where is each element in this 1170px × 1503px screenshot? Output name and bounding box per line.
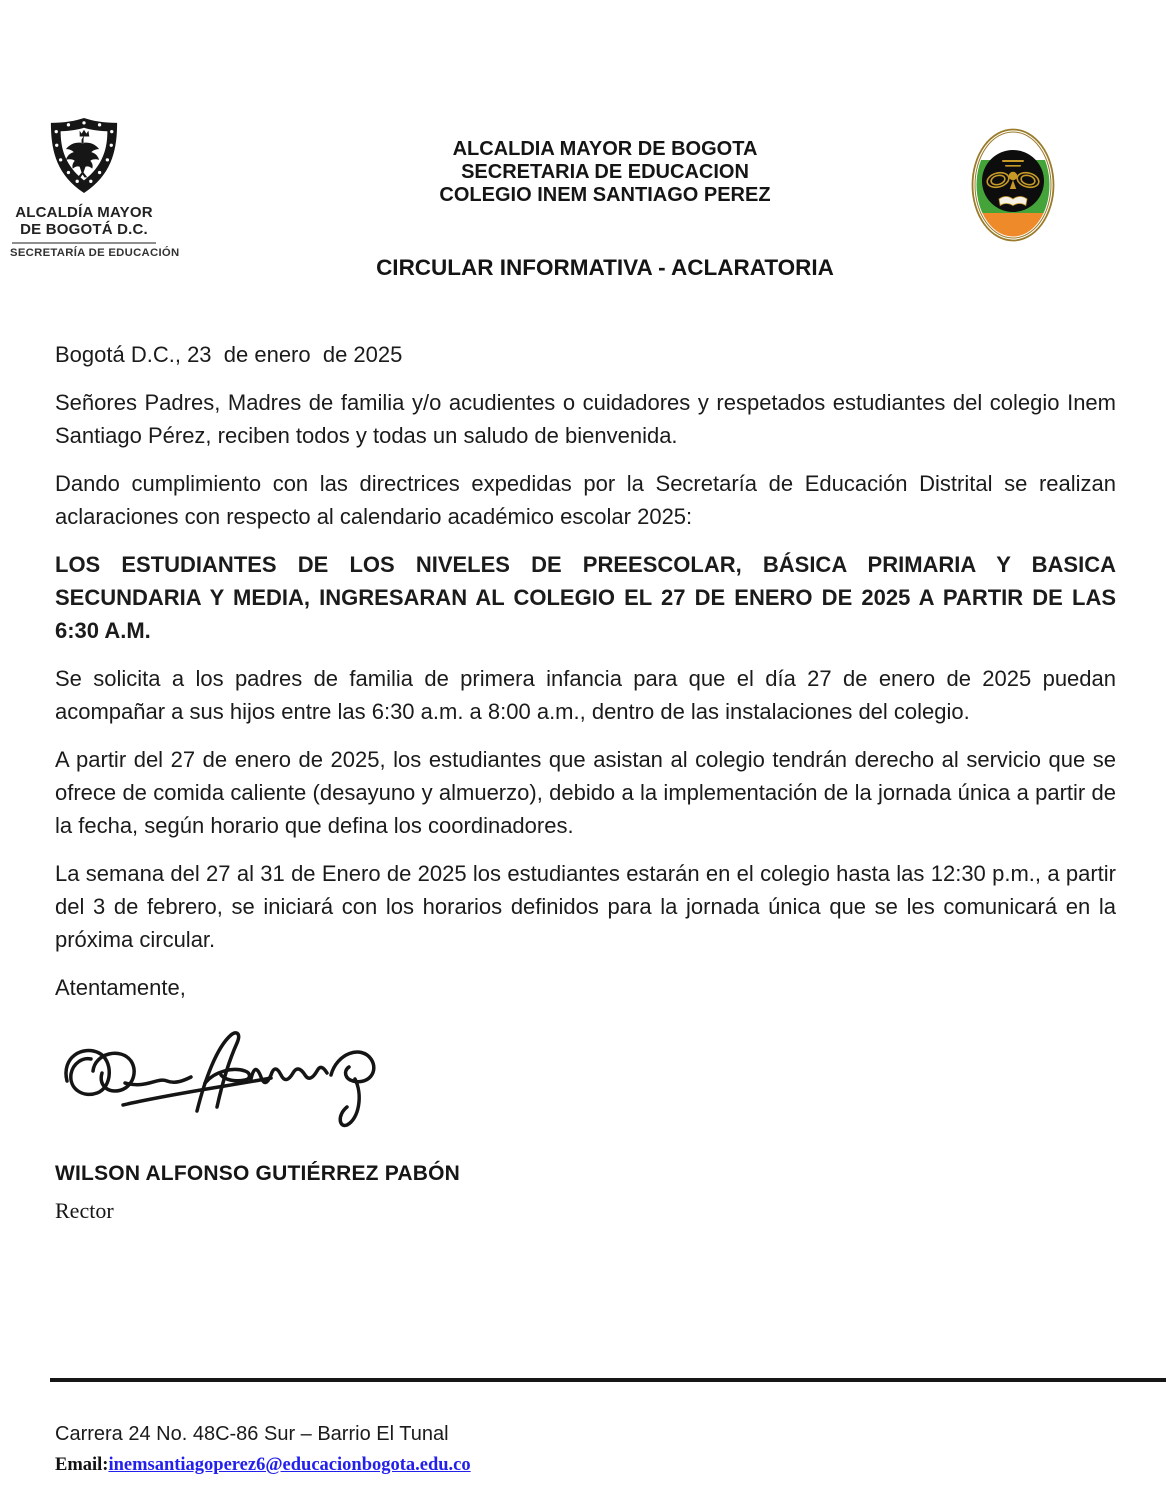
signature-block <box>55 1019 1116 1141</box>
alcaldia-logo-line1: ALCALDÍA MAYOR <box>15 204 153 221</box>
paragraph-directrices: Dando cumplimiento con las directrices expedidas por la Secretaría de Educación Distrital se realizan aclaraciones con respecto al calendario académico escolar 2025: <box>55 471 1116 529</box>
closing-line: Atentamente, <box>55 975 186 1000</box>
signer-name: WILSON ALFONSO GUTIÉRREZ PABÓN <box>55 1162 460 1185</box>
footer-address: Carrera 24 No. 48C-86 Sur – Barrio El Tunal <box>55 1423 449 1445</box>
paragraph-greeting: Señores Padres, Madres de familia y/o acudientes o cuidadores y respetados estudiantes del colegio Inem Santiago Pérez, reciben todos y todas un saludo de bienvenida. <box>55 390 1116 448</box>
paragraph-horarios: La semana del 27 al 31 de Enero de 2025 los estudiantes estarán en el colegio hasta las 12:30 p.m., a partir del 3 de febrero, se iniciará con los horarios definidos para la jornada única que se les comunicará en la próxima circular. <box>55 861 1116 952</box>
letterhead-line1: ALCALDIA MAYOR DE BOGOTA <box>452 138 758 160</box>
footer-divider <box>50 1378 1166 1382</box>
email-link[interactable]: inemsantiagoperez6@educacionbogota.edu.co <box>108 1455 471 1475</box>
footer-email-line <box>55 1455 471 1476</box>
handwritten-signature-icon <box>55 1019 385 1139</box>
document-title: CIRCULAR INFORMATIVA - ACLARATORIA <box>376 255 834 280</box>
date-line: Bogotá D.C., 23 de enero de 2025 <box>55 342 403 367</box>
letter-body <box>55 338 1116 1227</box>
inem-school-emblem-icon <box>971 127 1055 243</box>
school-emblem <box>971 127 1055 243</box>
letterhead-line3: COLEGIO INEM SANTIAGO PEREZ <box>439 184 771 206</box>
email-label: Email: <box>55 1455 109 1475</box>
paragraph-primera-infancia: Se solicita a los padres de familia de primera infancia para que el día 27 de enero de 2025 puedan acompañar a sus hijos entre las 6:30 a.m. a 8:00 a.m., dentro de las instalaciones del colegio. <box>55 666 1116 724</box>
paragraph-ingreso-bold: LOS ESTUDIANTES DE LOS NIVELES DE PREESCOLAR, BÁSICA PRIMARIA Y BASICA SECUNDARIA Y MEDIA, INGRESARAN AL COLEGIO EL 27 DE ENERO DE 2025 A PARTIR DE LAS 6:30 A.M. <box>55 552 1116 643</box>
alcaldia-logo-divider <box>12 242 156 244</box>
paragraph-comida-caliente: A partir del 27 de enero de 2025, los estudiantes que asistan al colegio tendrán derecho al servicio que se ofrece de comida caliente (desayuno y almuerzo), debido a la implementación de la jornada única a partir de la fecha, según horario que defina los coordinadores. <box>55 747 1116 838</box>
alcaldia-logo-line2: DE BOGOTÁ D.C. <box>20 221 148 238</box>
signer-role: Rector <box>55 1198 114 1223</box>
alcaldia-logo-line3: SECRETARÍA DE EDUCACIÓN <box>10 247 180 259</box>
letterhead-line2: SECRETARIA DE EDUCACION <box>461 161 749 183</box>
